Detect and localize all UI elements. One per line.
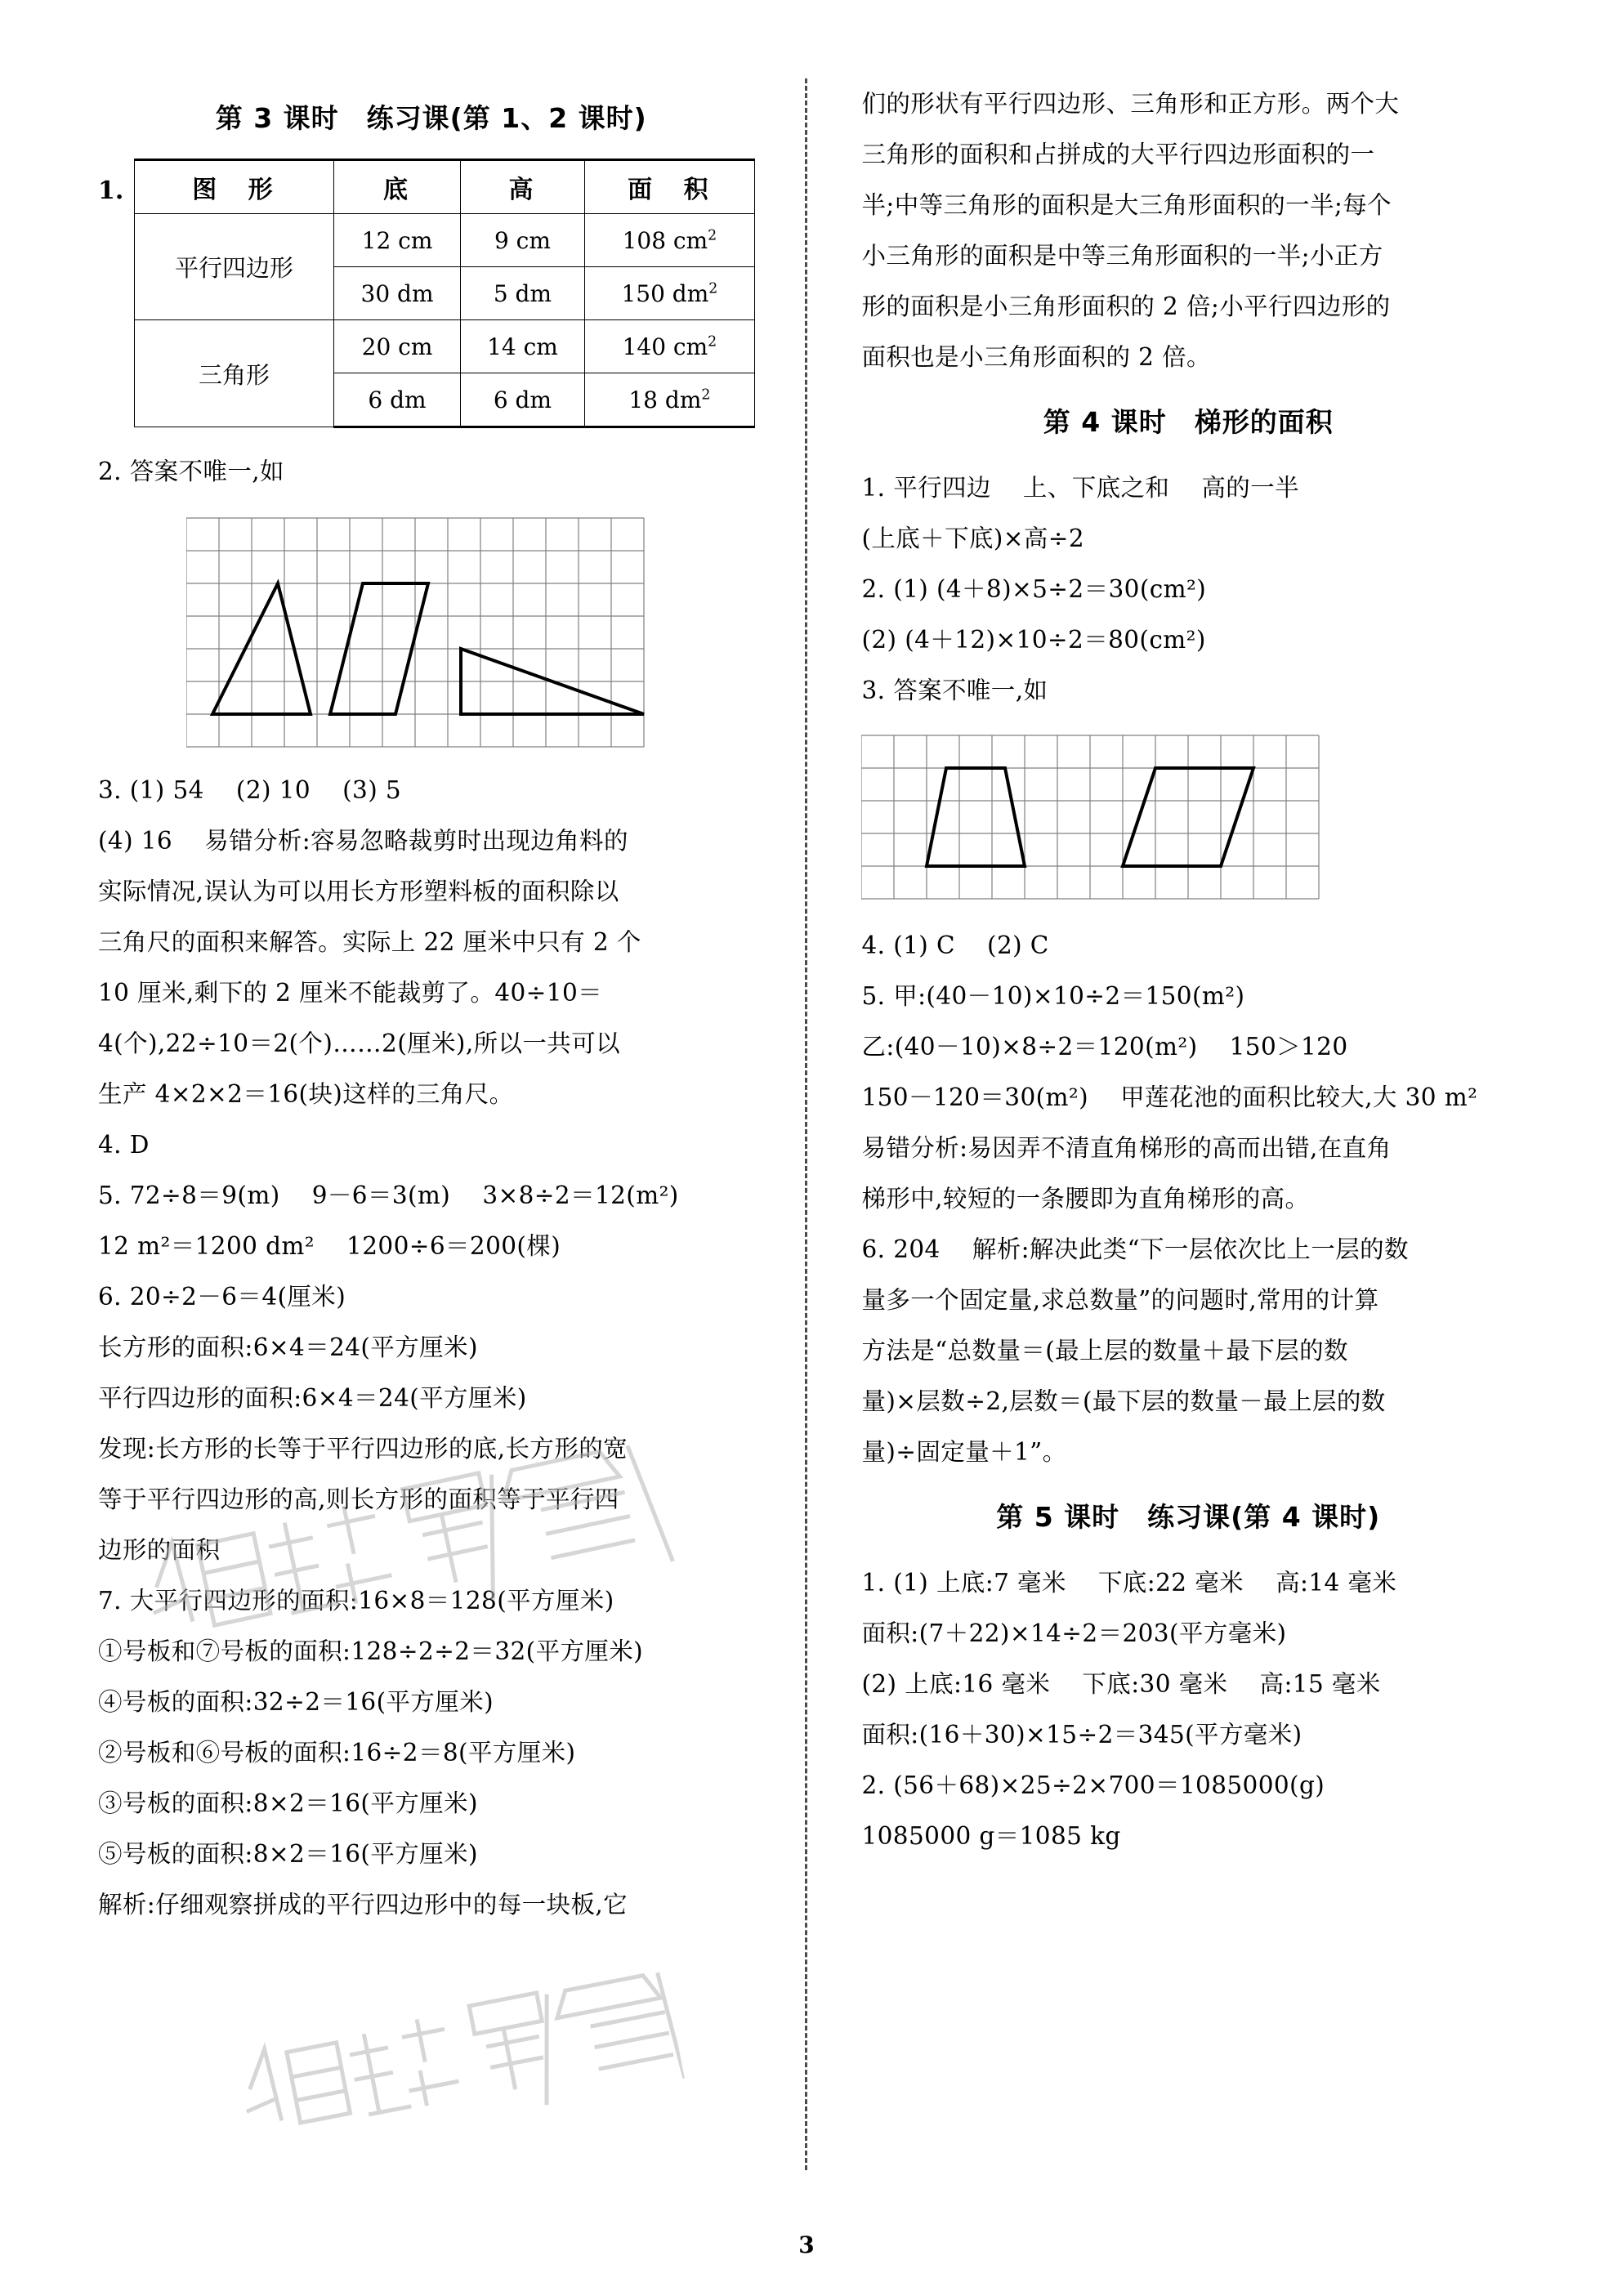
answer-line: 4. (1) C (2) C [861,931,1049,959]
answer-line: 150－120＝30(m²) 甲莲花池的面积比较大,大 30 m² [861,1083,1478,1111]
answer-line: (2) (4＋12)×10÷2＝80(cm²) [861,626,1206,654]
answer-line: 3. (1) 54 (2) 10 (3) 5 [98,776,402,804]
answer-line: ④号板的面积:32÷2＝16(平方厘米) [98,1688,494,1716]
page-number: 3 [798,2231,815,2258]
question1-index: 1. [98,176,124,205]
shape-area-table [134,159,755,428]
section3-name: 练习课(第 1、2 课时) [366,102,647,134]
answer-line: 5. 甲:(40－10)×10÷2＝150(m²) [861,982,1245,1010]
section5-name: 练习课(第 4 课时) [1147,1501,1381,1533]
answer-line: 7. 大平行四边形的面积:16×8＝128(平方厘米) [98,1587,614,1615]
right-column [814,78,1515,2170]
answer-line: 长方形的面积:6×4＝24(平方厘米) [98,1333,478,1361]
cell-area: 140 $cm^2$ [584,320,754,373]
answer-line: 1085000 g＝1085 kg [861,1822,1121,1850]
paragraph-line: 们的形状有平行四边形、三角形和正方形。两个大 [861,90,1400,118]
answer-line: 解析:仔细观察拼成的平行四边形中的每一块板,它 [98,1891,628,1919]
answer-line: (4) 16 易错分析:容易忽略裁剪时出现边角料的 [98,827,628,855]
table-header-row [135,160,755,214]
cell-height: 9 cm [461,214,585,267]
left-column [98,78,798,2170]
cell-base: 20 cm [333,320,460,373]
question1-table-block [98,159,764,428]
answer-line: 3. 答案不唯一,如 [861,677,1048,704]
paragraph-line: 三角形的面积和占拼成的大平行四边形面积的一 [861,141,1375,168]
answer-line: 5. 72÷8＝9(m) 9－6＝3(m) 3×8÷2＝12(m²) [98,1182,679,1209]
cell-shape-triangle: 三角形 [135,320,334,427]
answer-line: ②号板和⑥号板的面积:16÷2＝8(平方厘米) [98,1739,576,1767]
continuation-paragraph [861,78,1515,382]
cell-height: 5 dm [461,267,585,320]
section4-prefix: 第 4 课时 [1043,406,1167,438]
answer-line: ⑤号板的面积:8×2＝16(平方厘米) [98,1840,478,1868]
section4-name: 梯形的面积 [1194,406,1334,438]
cell-height: 14 cm [461,320,585,373]
grid-figure-svg [861,730,1352,909]
answer-line: 量)×层数÷2,层数＝(最下层的数量－最上层的数 [861,1387,1386,1415]
cell-base: 30 dm [333,267,460,320]
answer-line: 10 厘米,剩下的 2 厘米不能裁剪了。40÷10＝ [98,979,603,1007]
cell-base: 12 cm [333,214,460,267]
th-shape: 图 形 [135,160,334,214]
cell-area: 18 $dm^2$ [584,373,754,427]
answer-line: 等于平行四边形的高,则长方形的面积等于平行四 [98,1485,619,1513]
table-row [135,214,755,267]
figure-grid-shapes-lesson4 [861,730,1515,909]
answer-line: 1. (1) 上底:7 毫米 下底:22 毫米 高:14 毫米 [861,1569,1397,1597]
answer-line: 乙:(40－10)×8÷2＝120(m²) 150＞120 [861,1033,1348,1061]
answer-line: 量多一个固定量,求总数量”的问题时,常用的计算 [861,1286,1379,1314]
paragraph-line: 面积也是小三角形面积的 2 倍。 [861,343,1211,371]
answer-line: (2) 上底:16 毫米 下底:30 毫米 高:15 毫米 [861,1670,1381,1698]
answer-line: 12 m²＝1200 dm² 1200÷6＝200(棵) [98,1232,561,1260]
answer-line: 1. 平行四边 上、下底之和 高的一半 [861,474,1300,502]
answer-line: 2. (56＋68)×25÷2×700＝1085000(g) [861,1771,1325,1799]
question2-label: 2. 答案不唯一,如 [98,458,284,485]
answer-line: 梯形中,较短的一条腰即为直角梯形的高。 [861,1185,1310,1213]
section-title-lesson3 [98,100,764,137]
answer-line: 平行四边形的面积:6×4＝24(平方厘米) [98,1384,527,1412]
th-area: 面 积 [584,160,754,214]
answer-line: 发现:长方形的长等于平行四边形的底,长方形的宽 [98,1435,628,1463]
answer-line: ①号板和⑦号板的面积:128÷2÷2＝32(平方厘米) [98,1637,644,1665]
lesson5-answers [861,1557,1515,1861]
paragraph-line: 小三角形的面积是中等三角形面积的一半;小正方 [861,242,1383,270]
answer-line: 4. D [98,1131,150,1159]
answer-line: 生产 4×2×2＝16(块)这样的三角尺。 [98,1080,514,1108]
two-column-layout [98,78,1515,2170]
answer-line: ③号板的面积:8×2＝16(平方厘米) [98,1789,478,1817]
answer-line: 实际情况,误认为可以用长方形塑料板的面积除以 [98,878,619,905]
left-answers-list [98,765,764,1930]
answer-line: 6. 204 解析:解决此类“下一层依次比上一层的数 [861,1235,1409,1263]
answer-line: (上底＋下底)×高÷2 [861,525,1085,552]
answer-line: 三角尺的面积来解答。实际上 22 厘米中只有 2 个 [98,928,641,956]
section-title-lesson4 [861,404,1515,441]
answer-line: 6. 20÷2－6＝4(厘米) [98,1283,346,1311]
cell-base: 6 dm [333,373,460,427]
table-row [135,320,755,373]
answer-line: 边形的面积 [98,1536,221,1564]
cell-height: 6 dm [461,373,585,427]
figure-grid-shapes-lesson3 [98,511,764,753]
answer-line: 面积:(7＋22)×14÷2＝203(平方毫米) [861,1619,1287,1647]
th-height: 高 [461,160,585,214]
section3-prefix: 第 3 课时 [215,102,339,134]
section5-prefix: 第 5 课时 [996,1501,1120,1533]
paragraph-line: 形的面积是小三角形面积的 2 倍;小平行四边形的 [861,293,1391,320]
answer-line: 面积:(16＋30)×15÷2＝345(平方毫米) [861,1721,1302,1749]
cell-area: 150 $dm^2$ [584,267,754,320]
lesson4-answers-part-a [861,462,1515,716]
answer-line: 2. (1) (4＋8)×5÷2＝30(cm²) [861,575,1207,603]
column-divider [805,78,807,2170]
answer-line: 方法是“总数量＝(最上层的数量＋最下层的数 [861,1337,1348,1365]
th-base: 底 [333,160,460,214]
answer-line: 量)÷固定量＋1”。 [861,1438,1067,1466]
paragraph-line: 半;中等三角形的面积是大三角形面积的一半;每个 [861,191,1392,219]
grid-figure-svg [186,511,677,753]
section-title-lesson5 [861,1499,1515,1536]
answer-line: 4(个),22÷10＝2(个)……2(厘米),所以一共可以 [98,1030,621,1057]
shape-trapezoid [927,768,1025,866]
cell-area: 108 $cm^2$ [584,214,754,267]
cell-shape-parallelogram: 平行四边形 [135,214,334,320]
lesson4-answers-part-b [861,920,1515,1477]
answer-line: 易错分析:易因弄不清直角梯形的高而出错,在直角 [861,1134,1392,1162]
